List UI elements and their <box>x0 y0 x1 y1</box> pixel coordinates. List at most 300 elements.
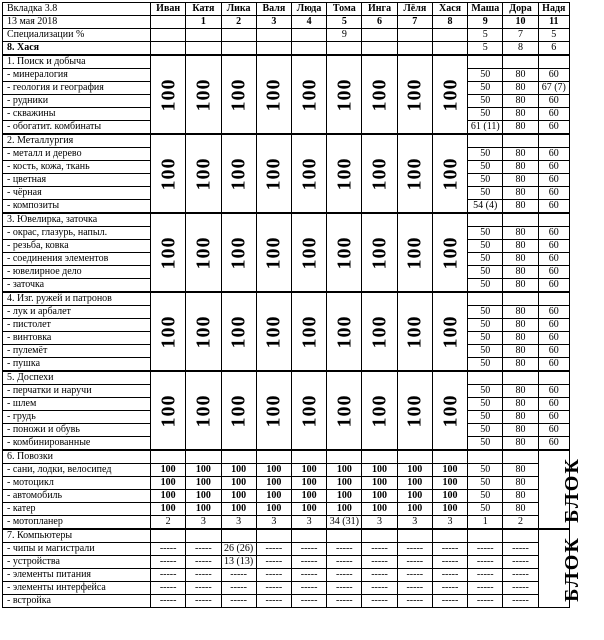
cell-value: 3 <box>256 516 291 530</box>
dora-value: 80 <box>503 411 538 424</box>
empty-cell <box>503 450 538 464</box>
big-value-text: 100 <box>298 394 321 427</box>
big-value <box>151 134 186 213</box>
table-row <box>3 371 570 385</box>
column-number: 8 <box>432 16 467 29</box>
big-value <box>256 55 291 134</box>
empty-cell <box>362 529 397 543</box>
big-value-text: 100 <box>227 78 250 111</box>
masha-value: 50 <box>468 319 503 332</box>
column-name: Тома <box>327 3 362 16</box>
masha-value: 50 <box>468 385 503 398</box>
cell-value: ----- <box>503 556 538 569</box>
big-value <box>327 134 362 213</box>
empty-cell <box>186 450 221 464</box>
empty-cell <box>432 450 467 464</box>
cell-value: ----- <box>397 556 432 569</box>
big-value-text: 100 <box>157 78 180 111</box>
empty-cell <box>397 529 432 543</box>
cell-value: 3 <box>432 516 467 530</box>
big-value <box>432 55 467 134</box>
hasya-value <box>256 42 291 56</box>
cell-value: 100 <box>362 477 397 490</box>
empty-cell <box>362 450 397 464</box>
big-value-text: 100 <box>403 394 426 427</box>
spec-value: 5 <box>538 29 569 42</box>
column-name: Инга <box>362 3 397 16</box>
cell-value: ----- <box>327 543 362 556</box>
big-value-text: 100 <box>192 157 215 190</box>
nadya-value: 60 <box>538 358 569 372</box>
cell-value: 100 <box>362 503 397 516</box>
column-number: 5 <box>327 16 362 29</box>
cell-value: 100 <box>327 503 362 516</box>
cell-value: ----- <box>327 595 362 608</box>
masha-value: 50 <box>468 95 503 108</box>
nadya-value: 60 <box>538 240 569 253</box>
cell-value: ----- <box>362 595 397 608</box>
big-value <box>256 371 291 450</box>
cell-value: 2 <box>151 516 186 530</box>
spec-value <box>151 29 186 42</box>
table-row <box>3 134 570 148</box>
hasya-value <box>397 42 432 56</box>
big-value <box>362 371 397 450</box>
section-title: 6. Повозки <box>3 450 151 464</box>
masha-value: 50 <box>468 437 503 451</box>
cell-value: ----- <box>221 569 256 582</box>
masha-value: 50 <box>468 69 503 82</box>
empty-cell <box>327 450 362 464</box>
hasya-value: 8 <box>503 42 538 56</box>
nadya-value: 60 <box>538 121 569 135</box>
hasya-value <box>186 42 221 56</box>
masha-value: 50 <box>468 108 503 121</box>
dora-value: 80 <box>503 437 538 451</box>
cell-value: ----- <box>503 543 538 556</box>
cell-value: 50 <box>468 490 503 503</box>
row-label: - винтовка <box>3 332 151 345</box>
big-value-text: 100 <box>439 157 462 190</box>
cell-value: 3 <box>186 516 221 530</box>
cell-value: 100 <box>397 503 432 516</box>
cell-value: ----- <box>327 556 362 569</box>
table-row <box>3 490 570 503</box>
nadya-value: 60 <box>538 266 569 279</box>
cell-value: ----- <box>468 556 503 569</box>
masha-value: 50 <box>468 240 503 253</box>
big-value <box>256 292 291 371</box>
cell-value: ----- <box>362 582 397 595</box>
empty-cell <box>256 529 291 543</box>
cell-value: ----- <box>362 569 397 582</box>
row-label: - мотопланер <box>3 516 151 530</box>
row-label: - пулемёт <box>3 345 151 358</box>
cell-value: ----- <box>503 569 538 582</box>
empty-cell <box>151 450 186 464</box>
masha-value: 50 <box>468 279 503 293</box>
empty-cell <box>291 450 326 464</box>
big-value-text: 100 <box>192 78 215 111</box>
dora-value: 80 <box>503 253 538 266</box>
big-value-text: 100 <box>403 157 426 190</box>
big-value-text: 100 <box>439 236 462 269</box>
empty-cell <box>256 450 291 464</box>
masha-value: 50 <box>468 345 503 358</box>
cell-value: 50 <box>468 503 503 516</box>
empty-cell <box>538 371 569 385</box>
cell-value: 100 <box>432 464 467 477</box>
table-row <box>3 503 570 516</box>
big-value-text: 100 <box>192 394 215 427</box>
tab-label: Вкладка 3.8 <box>3 3 151 16</box>
column-name: Надя <box>538 3 569 16</box>
cell-value: ----- <box>186 595 221 608</box>
section-title: 5. Доспехи <box>3 371 151 385</box>
cell-value: 3 <box>221 516 256 530</box>
cell-value: ----- <box>432 595 467 608</box>
row-label: - окрас, глазурь, напыл. <box>3 227 151 240</box>
row-label: - комбинированные <box>3 437 151 451</box>
row-label: - чипы и магистрали <box>3 543 151 556</box>
cell-value: 100 <box>186 477 221 490</box>
cell-value: 100 <box>432 503 467 516</box>
cell-value: 2 <box>503 516 538 530</box>
empty-cell <box>503 371 538 385</box>
dora-value: 80 <box>503 187 538 200</box>
cell-value: ----- <box>397 543 432 556</box>
table-row <box>3 582 570 595</box>
cell-value: ----- <box>291 569 326 582</box>
cell-value: 3 <box>291 516 326 530</box>
big-value <box>397 213 432 292</box>
spec-value <box>291 29 326 42</box>
big-value-text: 100 <box>403 78 426 111</box>
big-value <box>327 213 362 292</box>
dora-value: 80 <box>503 345 538 358</box>
cell-value: 34 (31) <box>327 516 362 530</box>
cell-value: 80 <box>503 464 538 477</box>
hasya-value <box>291 42 326 56</box>
column-number: 10 <box>503 16 538 29</box>
table-row <box>3 29 570 42</box>
spec-label: Специализации % <box>3 29 151 42</box>
block-label <box>538 529 583 608</box>
big-value <box>291 134 326 213</box>
column-number: 4 <box>291 16 326 29</box>
cell-value: ----- <box>221 582 256 595</box>
row-label: - встройка <box>3 595 151 608</box>
dora-value: 80 <box>503 332 538 345</box>
cell-value: 100 <box>362 464 397 477</box>
column-name: Лика <box>221 3 256 16</box>
column-number <box>151 16 186 29</box>
row-label: - ювелирное дело <box>3 266 151 279</box>
hasya-value <box>327 42 362 56</box>
section-title: 1. Поиск и добыча <box>3 55 151 69</box>
big-value-text: 100 <box>157 315 180 348</box>
hasya-value: 5 <box>468 42 503 56</box>
dora-value: 80 <box>503 108 538 121</box>
empty-cell <box>538 213 569 227</box>
empty-cell <box>468 529 503 543</box>
table-row <box>3 595 570 608</box>
empty-cell <box>503 55 538 69</box>
cell-value: ----- <box>468 582 503 595</box>
nadya-value: 60 <box>538 306 569 319</box>
row-label: - мотоцикл <box>3 477 151 490</box>
masha-value: 50 <box>468 398 503 411</box>
row-label: - цветная <box>3 174 151 187</box>
big-value-text: 100 <box>262 236 285 269</box>
cell-value: 100 <box>186 490 221 503</box>
row-label: - элементы интерфейса <box>3 582 151 595</box>
big-value <box>151 292 186 371</box>
dora-value: 80 <box>503 266 538 279</box>
empty-cell <box>468 134 503 148</box>
date-label: 13 мая 2018 <box>3 16 151 29</box>
big-value <box>151 213 186 292</box>
nadya-value: 60 <box>538 161 569 174</box>
dora-value: 80 <box>503 398 538 411</box>
cell-value: ----- <box>256 556 291 569</box>
row-label: - сани, лодки, велосипед <box>3 464 151 477</box>
big-value <box>256 213 291 292</box>
big-value-text: 100 <box>333 394 356 427</box>
empty-cell <box>503 213 538 227</box>
cell-value: 100 <box>186 503 221 516</box>
table-row <box>3 213 570 227</box>
cell-value: 100 <box>256 477 291 490</box>
empty-cell <box>397 450 432 464</box>
cell-value: ----- <box>432 569 467 582</box>
cell-value: 1 <box>468 516 503 530</box>
cell-value: 100 <box>151 464 186 477</box>
cell-value: 100 <box>432 490 467 503</box>
empty-cell <box>291 529 326 543</box>
row-label: - рудники <box>3 95 151 108</box>
empty-cell <box>503 134 538 148</box>
dora-value: 80 <box>503 95 538 108</box>
column-number: 1 <box>186 16 221 29</box>
big-value-text: 100 <box>403 236 426 269</box>
big-value-text: 100 <box>157 394 180 427</box>
big-value-text: 100 <box>227 157 250 190</box>
big-value-text: 100 <box>333 78 356 111</box>
nadya-value: 60 <box>538 200 569 214</box>
big-value-text: 100 <box>157 236 180 269</box>
hasya-value <box>221 42 256 56</box>
cell-value: ----- <box>397 569 432 582</box>
big-value <box>432 371 467 450</box>
dora-value: 80 <box>503 240 538 253</box>
big-value-text: 100 <box>262 78 285 111</box>
cell-value: ----- <box>186 556 221 569</box>
big-value-text: 100 <box>262 157 285 190</box>
row-label: - минералогия <box>3 69 151 82</box>
big-value <box>186 55 221 134</box>
cell-value: ----- <box>151 595 186 608</box>
masha-value: 50 <box>468 306 503 319</box>
big-value-text: 100 <box>368 394 391 427</box>
empty-cell <box>538 292 569 306</box>
cell-value: ----- <box>291 582 326 595</box>
empty-cell <box>503 529 538 543</box>
cell-value: 100 <box>397 490 432 503</box>
table-row <box>3 16 570 29</box>
block-label-text: БЛОК <box>560 535 583 602</box>
empty-cell <box>151 529 186 543</box>
table-row <box>3 516 570 530</box>
big-value <box>151 371 186 450</box>
big-value <box>151 55 186 134</box>
cell-value: 100 <box>221 464 256 477</box>
table-row <box>3 3 570 16</box>
nadya-value: 60 <box>538 174 569 187</box>
big-value <box>432 134 467 213</box>
nadya-value: 60 <box>538 227 569 240</box>
masha-value: 61 (11) <box>468 121 503 135</box>
block-label <box>538 450 583 529</box>
block-label-text: БЛОК <box>560 456 583 523</box>
big-value <box>327 371 362 450</box>
table-row <box>3 42 570 56</box>
big-value-text: 100 <box>298 315 321 348</box>
big-value-text: 100 <box>262 315 285 348</box>
big-value-text: 100 <box>298 78 321 111</box>
cell-value: ----- <box>503 582 538 595</box>
empty-cell <box>327 529 362 543</box>
dora-value: 80 <box>503 148 538 161</box>
column-number: 6 <box>362 16 397 29</box>
spec-value: 7 <box>503 29 538 42</box>
cell-value: ----- <box>503 595 538 608</box>
cell-value: ----- <box>397 595 432 608</box>
row-label: - устройства <box>3 556 151 569</box>
cell-value: 100 <box>291 503 326 516</box>
big-value-text: 100 <box>262 394 285 427</box>
nadya-value: 60 <box>538 148 569 161</box>
column-number: 3 <box>256 16 291 29</box>
column-name: Дора <box>503 3 538 16</box>
nadya-value: 60 <box>538 95 569 108</box>
spec-value <box>397 29 432 42</box>
dora-value: 80 <box>503 424 538 437</box>
cell-value: ----- <box>151 556 186 569</box>
big-value <box>397 55 432 134</box>
cell-value: ----- <box>256 543 291 556</box>
big-value <box>327 292 362 371</box>
cell-value: 100 <box>291 490 326 503</box>
cell-value: ----- <box>186 569 221 582</box>
cell-value: 3 <box>397 516 432 530</box>
skills-table <box>2 2 583 608</box>
column-number: 2 <box>221 16 256 29</box>
cell-value: 100 <box>291 477 326 490</box>
big-value <box>186 213 221 292</box>
big-value-text: 100 <box>157 157 180 190</box>
cell-value: 100 <box>186 464 221 477</box>
cell-value: 80 <box>503 490 538 503</box>
big-value <box>291 371 326 450</box>
cell-value: 100 <box>362 490 397 503</box>
big-value <box>432 292 467 371</box>
cell-value: 50 <box>468 477 503 490</box>
table-row <box>3 556 570 569</box>
big-value-text: 100 <box>192 315 215 348</box>
table-row <box>3 477 570 490</box>
cell-value: 50 <box>468 464 503 477</box>
row-label: - резьба, ковка <box>3 240 151 253</box>
cell-value: 100 <box>151 490 186 503</box>
nadya-value: 67 (7) <box>538 82 569 95</box>
cell-value: ----- <box>327 569 362 582</box>
row-label: - лук и арбалет <box>3 306 151 319</box>
table-row <box>3 529 570 543</box>
spec-value: 5 <box>468 29 503 42</box>
nadya-value: 60 <box>538 398 569 411</box>
cell-value: 100 <box>221 503 256 516</box>
cell-value: ----- <box>362 543 397 556</box>
empty-cell <box>468 450 503 464</box>
masha-value: 50 <box>468 174 503 187</box>
column-name: Катя <box>186 3 221 16</box>
empty-cell <box>503 292 538 306</box>
cell-value: 100 <box>397 477 432 490</box>
section-title: 4. Изг. ружей и патронов <box>3 292 151 306</box>
big-value <box>432 213 467 292</box>
big-value-text: 100 <box>333 315 356 348</box>
cell-value: 100 <box>327 490 362 503</box>
dora-value: 80 <box>503 385 538 398</box>
cell-value: 100 <box>256 464 291 477</box>
masha-value: 50 <box>468 358 503 372</box>
big-value <box>256 134 291 213</box>
big-value <box>362 292 397 371</box>
cell-value: 100 <box>221 477 256 490</box>
nadya-value: 60 <box>538 385 569 398</box>
cell-value: 100 <box>151 477 186 490</box>
cell-value: 100 <box>291 464 326 477</box>
big-value-text: 100 <box>439 394 462 427</box>
row-label: - автомобиль <box>3 490 151 503</box>
cell-value: ----- <box>291 556 326 569</box>
big-value-text: 100 <box>368 236 391 269</box>
row-label: - заточка <box>3 279 151 293</box>
cell-value: 26 (26) <box>221 543 256 556</box>
column-name: Люда <box>291 3 326 16</box>
row-label: - металл и дерево <box>3 148 151 161</box>
cell-value: 80 <box>503 477 538 490</box>
column-number: 9 <box>468 16 503 29</box>
table-row <box>3 569 570 582</box>
big-value <box>362 213 397 292</box>
big-value-text: 100 <box>227 394 250 427</box>
section-title: 3. Ювелирка, заточка <box>3 213 151 227</box>
masha-value: 50 <box>468 227 503 240</box>
cell-value: ----- <box>291 543 326 556</box>
big-value <box>397 292 432 371</box>
big-value <box>186 371 221 450</box>
big-value-text: 100 <box>298 236 321 269</box>
big-value-text: 100 <box>227 236 250 269</box>
big-value <box>221 292 256 371</box>
nadya-value: 60 <box>538 319 569 332</box>
dora-value: 80 <box>503 319 538 332</box>
column-name: Валя <box>256 3 291 16</box>
cell-value: ----- <box>468 569 503 582</box>
table-row <box>3 464 570 477</box>
